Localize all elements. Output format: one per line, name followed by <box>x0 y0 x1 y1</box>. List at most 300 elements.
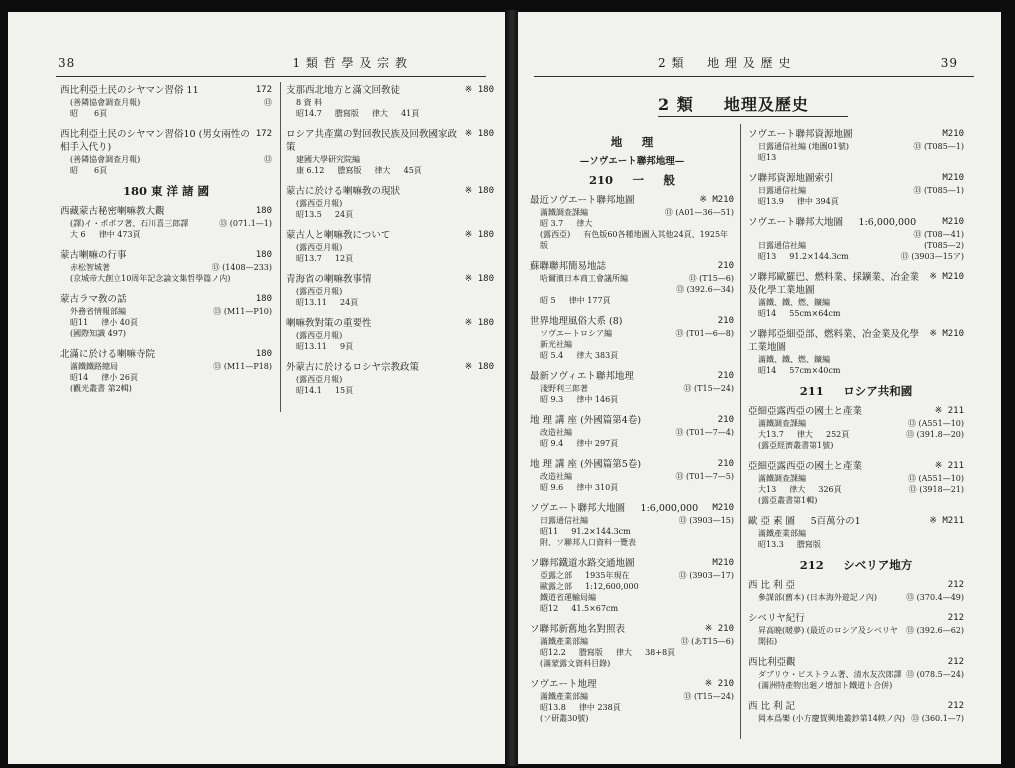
classification-code: ※ 211 <box>934 461 964 471</box>
entry-meta-text: 昭12.2 謄寫版 律大 38+8頁 <box>540 648 676 657</box>
classification-code: 210 <box>717 316 734 326</box>
call-number: ⑬ (T15—24) <box>683 384 734 393</box>
classification-code: ※ 180 <box>464 85 494 95</box>
page-number: 38 <box>58 56 76 70</box>
entry-meta-text: 外務省情報部編 <box>70 307 126 316</box>
catalog-entry <box>530 260 734 306</box>
entry-meta-row <box>748 440 964 451</box>
entry-meta-row <box>748 141 964 152</box>
entry-meta-row <box>748 429 964 440</box>
entry-meta-row <box>530 592 734 603</box>
entry-meta-text: 滿鐵調查課編 <box>758 419 806 428</box>
entry-title: 蘇聯聯邦簡易地誌 <box>530 261 607 272</box>
entry-title: 蒙古に於ける喇嘛敎の現狀 <box>286 186 401 197</box>
catalog-entry <box>530 194 734 251</box>
classification-code: 210 <box>717 459 734 469</box>
right-column-2 <box>748 128 964 733</box>
entry-meta-text: 滿鐵產業部編 <box>540 637 588 646</box>
entry-meta-text: (露西亞月報) <box>296 331 343 340</box>
right-column-1 <box>530 130 734 733</box>
entry-meta-row <box>748 539 964 550</box>
entry-title: ソ聯邦亞細亞部、燃料業、冶金業及化學工業地圖 <box>748 329 920 353</box>
entry-meta-text: 昭13 <box>758 153 777 162</box>
entry-meta-row <box>748 418 964 429</box>
entry-meta-row <box>286 253 494 264</box>
entry-title: 外蒙古に於けるロシヤ宗教政策 <box>286 362 420 373</box>
entry-title: 蒙古人と喇嘛敎について <box>286 230 391 241</box>
entry-meta-text: 滿鐵、鐵、燃、鑛編 <box>758 355 830 364</box>
classification-code: M210 <box>712 503 734 513</box>
left-page <box>8 12 507 764</box>
classification-code: ※ M210 <box>929 272 964 282</box>
call-number: ⑬ (T15—6) <box>688 274 734 283</box>
entry-title: ソヴエート聯邦大地圖 1:6,000,000 <box>530 503 699 514</box>
entry-meta-text: 昭14.1 15頁 <box>296 386 354 395</box>
entry-title-row <box>286 185 494 198</box>
entry-meta-row <box>530 427 734 438</box>
entry-meta-text: (國際知識 497) <box>70 329 127 338</box>
entry-meta-text: 昭14 57cm×40cm <box>758 366 841 375</box>
section-heading: 地 理 <box>610 135 654 149</box>
entry-meta-row <box>60 154 272 165</box>
entry-title-row <box>748 271 964 297</box>
entry-meta-text: 昇高暁(暖夢) (最近のロシア及シベリヤ開拓) <box>758 626 898 646</box>
entry-meta-row <box>530 394 734 405</box>
entry-meta-text: (露西亞) 有色版60各種地圖入其他24頁、1925年版 <box>540 230 729 250</box>
entry-meta-text: 昭13.7 12頁 <box>296 254 354 263</box>
call-number: ⑬ <box>264 155 272 164</box>
entry-title: 西 比 利 記 <box>748 701 796 712</box>
call-number: ⑬ (M11—P10) <box>213 307 272 316</box>
classification-code: ※ 180 <box>464 362 494 372</box>
call-number: ⑬ (1408—233) <box>211 263 272 272</box>
call-number: ⑬ (T085—1) <box>913 142 964 151</box>
page-number: 39 <box>940 56 958 70</box>
entry-meta-text: 昭 9.3 律中 146頁 <box>540 395 619 404</box>
classification-code: 212 <box>947 657 964 667</box>
entry-meta-row <box>530 570 734 581</box>
catalog-entry <box>286 128 494 176</box>
classification-code: 180 <box>255 250 272 260</box>
entry-meta-row <box>530 328 734 339</box>
entry-meta-row <box>60 306 272 317</box>
entry-title-row <box>286 128 494 154</box>
entry-meta-text: 亞露之部 1935年現在 <box>540 571 630 580</box>
entry-title: 蒙古喇嘛の行事 <box>60 250 127 261</box>
catalog-entry <box>60 84 272 119</box>
call-number: ⑬ (3903—15) <box>678 516 734 525</box>
entry-meta-text: 新光社編 <box>540 340 572 349</box>
entry-meta-text: 昭13.11 9頁 <box>296 342 354 351</box>
entry-meta-row <box>530 526 734 537</box>
entry-meta-row <box>748 495 964 506</box>
entry-title: ロシア共產黨の對回敎民族及回敎國家政策 <box>286 129 458 153</box>
entry-meta-text: 大13 律大 326頁 <box>758 485 842 494</box>
entry-meta-text: 昭14 律小 26頁 <box>70 373 138 382</box>
entry-meta-text: 昭 6頁 <box>70 166 108 175</box>
entry-meta-text: (露西亞月報) <box>296 287 343 296</box>
entry-meta-text: 大 6 律中 473頁 <box>70 230 141 239</box>
entry-meta-row <box>748 365 964 376</box>
entry-meta-text: 滿鐵調查課編 <box>758 474 806 483</box>
entry-meta-text: 昭13.9 律中 394頁 <box>758 197 839 206</box>
entry-meta-row <box>530 207 734 218</box>
entry-meta-text: ソヴエートロシア編 <box>540 329 612 338</box>
entry-meta-text: (露亞經濟叢書第1號) <box>758 441 834 450</box>
entry-meta-text: (譯)イ・ポボフ著、石川喜三郎譯 <box>70 219 189 228</box>
classification-code: ※ 180 <box>464 129 494 139</box>
call-number: ⑬ (071.1—1) <box>219 219 272 228</box>
entry-meta-row <box>748 528 964 539</box>
entry-meta-text: 日露通信社編 (地圖01號) <box>758 142 849 151</box>
classification-code: ※ 210 <box>704 624 734 634</box>
entry-title-row <box>60 249 272 262</box>
entry-title: 歐 亞 素 圖 5百萬分の1 <box>748 516 861 527</box>
entry-meta-text: (滿洲特產物出廻ノ增加ト鐵道ト合併) <box>758 681 893 690</box>
header-title: 1 類 哲 學 及 宗 教 <box>292 56 408 70</box>
entry-meta-text: 昭 3.7 律大 <box>540 219 593 228</box>
entry-meta-text: 昭 9.6 律中 310頁 <box>540 483 619 492</box>
catalog-entry <box>530 678 734 724</box>
entry-meta-text: 改造社編 <box>540 428 572 437</box>
section-heading: 212 シベリア地方 <box>799 558 913 572</box>
entry-meta-text: (京城帝大創立10周年記念論文集哲學篇ノ内) <box>70 274 231 283</box>
entry-meta-row <box>530 383 734 394</box>
entry-meta-text: (觀光叢書 第2輯) <box>70 384 132 393</box>
catalog-entry <box>286 229 494 264</box>
entry-meta-row <box>286 385 494 396</box>
entry-meta-text: 日露通信社編 <box>758 241 806 250</box>
catalog-entry <box>60 293 272 339</box>
catalog-entry <box>748 515 964 550</box>
entry-meta-text: 日露通信社編 <box>758 186 806 195</box>
entry-title-row <box>530 623 734 636</box>
entry-meta-text: (滿蒙露文資料目錄) <box>540 659 611 668</box>
entry-meta-row <box>748 592 964 603</box>
entry-title-row <box>530 458 734 471</box>
catalog-entry <box>748 328 964 376</box>
entry-meta-text: (露西亞月報) <box>296 243 343 252</box>
entry-meta-row <box>60 361 272 372</box>
classification-code: 210 <box>717 415 734 425</box>
entry-title: 最新ソヴィエト聯邦地理 <box>530 371 634 382</box>
entry-meta-text: 昭14 55cm×64cm <box>758 309 841 318</box>
classification-code: 212 <box>947 580 964 590</box>
call-number: ⑬ (078.5—24) <box>906 670 964 679</box>
entry-meta-text: 參謀部(舊本) (日本海外遊記ノ內) <box>758 593 878 602</box>
entry-meta-text: ダブリウ・ビストラム著、清水友次郎譯 <box>758 670 902 679</box>
entry-title-row <box>748 656 964 669</box>
entry-meta-row <box>748 484 964 495</box>
entry-meta-text: 赤松智城著 <box>70 263 110 272</box>
entry-meta-row <box>530 218 734 229</box>
classification-code: M210 <box>712 558 734 568</box>
entry-title-row <box>60 205 272 218</box>
entry-meta-row <box>748 196 964 207</box>
entry-title: 西 比 利 亞 <box>748 580 796 591</box>
catalog-entry <box>748 700 964 724</box>
entry-meta-row <box>748 152 964 163</box>
classification-code: M210 <box>942 173 964 183</box>
entry-meta-text: 昭 5.4 律大 383頁 <box>540 351 619 360</box>
entry-title-row <box>748 579 964 592</box>
entry-meta-text: 歐露之部 1:12,600,000 <box>540 582 639 591</box>
catalog-entry <box>530 414 734 449</box>
entry-title: 最近ソヴエート聯邦地圖 <box>530 195 635 206</box>
classification-code: ※ 210 <box>704 679 734 689</box>
entry-meta-row <box>286 97 494 108</box>
catalog-entry <box>286 185 494 220</box>
entry-title-row <box>60 84 272 97</box>
entry-meta-row <box>748 185 964 196</box>
catalog-entry <box>60 128 272 176</box>
entry-meta-text: 日露通信社編 <box>540 516 588 525</box>
entry-title-row <box>530 194 734 207</box>
classification-code: ※ 180 <box>464 318 494 328</box>
entry-meta-text: (ソ研叢30號) <box>540 714 589 723</box>
entry-meta-text: 昭 6頁 <box>70 109 108 118</box>
classification-code: ※ M210 <box>929 329 964 339</box>
entry-meta-row <box>748 297 964 308</box>
entry-meta-text: 大13.7 律大 252頁 <box>758 430 850 439</box>
section-heading: 211 ロシア共和國 <box>799 384 913 398</box>
entry-meta-text: 滿鐵鐵路總局 <box>70 362 118 371</box>
entry-title: ソヴエート聯邦資源地圖 <box>748 129 853 140</box>
entry-meta-text: 滿鐵調查課編 <box>540 208 588 217</box>
classification-code: ※ 180 <box>464 230 494 240</box>
entry-meta-text: 改造社編 <box>540 472 572 481</box>
entry-meta-row <box>286 154 494 165</box>
entry-meta-row <box>60 108 272 119</box>
entry-meta-row <box>748 625 964 647</box>
entry-meta-row <box>748 240 964 251</box>
entry-meta-row <box>530 482 734 493</box>
call-number: ⑬ (392.6—62) <box>906 626 964 635</box>
catalog-entry <box>530 623 734 669</box>
call-number: ⑬ (391.8—20) <box>906 430 964 439</box>
entry-title-row <box>748 515 964 528</box>
call-number: ⑬ (3903—17) <box>678 571 734 580</box>
entry-meta-text: 淺野利三郎著 <box>540 384 588 393</box>
entry-title: 喇嘛敎對策の重要性 <box>286 318 372 329</box>
entry-meta-text: (善隣協會調查月報) <box>70 155 141 164</box>
entry-meta-text: (善隣協會調查月報) <box>70 98 141 107</box>
entry-title-row <box>530 315 734 328</box>
entry-title-row <box>530 557 734 570</box>
entry-meta-text: 哈爾濱日本商工會議所編 <box>540 274 628 283</box>
call-number: ⑬ (A551—10) <box>907 474 964 483</box>
entry-title: ソ聯邦歐羅巴、燃料業、採鑛業、冶金業及化學工業地圖 <box>748 272 920 296</box>
entry-title-row <box>60 348 272 361</box>
chapter-rule <box>658 116 848 117</box>
entry-meta-row <box>286 242 494 253</box>
entry-title-row <box>748 405 964 418</box>
entry-meta-row <box>748 713 964 724</box>
entry-meta-text: 昭13 91.2×144.3cm <box>758 252 849 261</box>
call-number: ⑬ (T01—6—8) <box>675 329 734 338</box>
entry-meta-row <box>530 273 734 284</box>
classification-code: ※ M210 <box>699 195 734 205</box>
entry-title-row <box>748 216 964 229</box>
catalog-entry <box>286 273 494 308</box>
entry-title: 亞細亞露西亞の國土と產業 <box>748 406 863 417</box>
entry-meta-row <box>60 218 272 229</box>
entry-title-row <box>60 128 272 154</box>
catalog-entry <box>60 249 272 284</box>
call-number: ⑬ (360.1—7) <box>911 714 964 723</box>
entry-meta-row <box>748 473 964 484</box>
entry-meta-row <box>60 97 272 108</box>
entry-meta-text: 昭11 91.2×144.3cm <box>540 527 631 536</box>
entry-title: 地 理 講 座 (外國篇第5卷) <box>530 459 642 470</box>
classification-code: 210 <box>717 371 734 381</box>
entry-meta-text: 昭13.11 24頁 <box>296 298 359 307</box>
classification-code: ※ 180 <box>464 186 494 196</box>
entry-meta-row <box>286 341 494 352</box>
entry-meta-row <box>530 229 734 251</box>
header-rule <box>534 76 974 77</box>
header-title: 2 類 地 理 及 歷 史 <box>658 56 792 70</box>
entry-title-row <box>530 370 734 383</box>
entry-meta-row <box>530 537 734 548</box>
entry-meta-text: 滿鐵、鐵、燃、鑛編 <box>758 298 830 307</box>
entry-title: 蒙古ラマ敎の話 <box>60 294 127 305</box>
classification-code: 180 <box>255 294 272 304</box>
entry-title-row <box>286 229 494 242</box>
catalog-entry <box>748 172 964 207</box>
entry-title-row <box>530 502 734 515</box>
call-number: ⑬ (M11—P18) <box>213 362 272 371</box>
entry-title-row <box>748 128 964 141</box>
entry-meta-row <box>530 658 734 669</box>
entry-meta-row <box>530 581 734 592</box>
entry-meta-row <box>530 603 734 614</box>
entry-meta-row <box>286 165 494 176</box>
catalog-entry <box>60 348 272 394</box>
entry-meta-text: 昭14.7 謄寫版 律大 41頁 <box>296 109 420 118</box>
call-number: ⑬ (T08—41) <box>913 230 964 239</box>
entry-meta-text: 昭11 律小 40頁 <box>70 318 138 327</box>
entry-title: ソ聯邦鐵道水路交通地圖 <box>530 558 635 569</box>
catalog-entry <box>286 317 494 352</box>
entry-title: シベリヤ紀行 <box>748 613 805 624</box>
section-heading: 180 東 洋 諸 國 <box>122 184 210 198</box>
catalog-entry <box>530 557 734 614</box>
entry-meta-row <box>286 297 494 308</box>
entry-meta-row <box>748 308 964 319</box>
call-number: ⑬ (T01—7—4) <box>675 428 734 437</box>
column-divider <box>740 124 741 739</box>
entry-meta-text: 昭 5 律中 177頁 <box>540 296 611 305</box>
call-number: ⑬ (T085—1) <box>913 186 964 195</box>
entry-meta-row <box>60 165 272 176</box>
catalog-entry <box>748 579 964 603</box>
left-running-header <box>58 54 478 71</box>
entry-meta-row <box>60 262 272 273</box>
entry-meta-row <box>748 354 964 365</box>
call-number: ⑬ (3903—15ア) <box>900 252 964 261</box>
entry-meta-row <box>748 251 964 262</box>
catalog-entry <box>530 370 734 405</box>
entry-title-row <box>286 84 494 97</box>
entry-meta-row <box>286 286 494 297</box>
call-number: ⑬ (あT15—6) <box>680 637 734 646</box>
entry-title: 支那西北地方と滿文回敎徒 <box>286 85 401 96</box>
classification-code: 172 <box>255 85 272 95</box>
entry-meta-row <box>530 713 734 724</box>
entry-meta-row <box>530 691 734 702</box>
entry-meta-row <box>286 330 494 341</box>
entry-meta-text: 昭 9.4 律中 297頁 <box>540 439 619 448</box>
catalog-entry <box>748 128 964 163</box>
entry-meta-row <box>530 350 734 361</box>
entry-title-row <box>748 172 964 185</box>
catalog-entry <box>748 460 964 506</box>
classification-code: 180 <box>255 206 272 216</box>
classification-code: M210 <box>942 217 964 227</box>
entry-title-row <box>748 460 964 473</box>
entry-meta-text: 昭13.8 律中 238頁 <box>540 703 621 712</box>
entry-title-row <box>530 678 734 691</box>
entry-title: 亞細亞露西亞の國土と產業 <box>748 461 863 472</box>
classification-code: M210 <box>942 129 964 139</box>
entry-meta-row <box>530 339 734 350</box>
entry-title: 世界地理風俗大系 (8) <box>530 316 623 327</box>
entry-title-row <box>530 414 734 427</box>
entry-title-row <box>748 328 964 354</box>
catalog-entry <box>530 502 734 548</box>
entry-title: 西比利亞土民のシヤマン習俗 11 <box>60 85 199 96</box>
entry-title: 青海省の喇嘛敎事情 <box>286 274 372 285</box>
entry-meta-row <box>530 284 734 295</box>
classification-code: 212 <box>947 701 964 711</box>
entry-meta-row <box>748 669 964 680</box>
call-number: ⑬ <box>264 98 272 107</box>
entry-meta-row <box>60 273 272 284</box>
entry-meta-row <box>60 383 272 394</box>
entry-meta-row <box>530 295 734 306</box>
entry-meta-text: 昭13.5 24頁 <box>296 210 354 219</box>
entry-meta-row <box>530 471 734 482</box>
entry-meta-row <box>60 372 272 383</box>
left-column-1 <box>60 84 272 403</box>
catalog-entry <box>748 405 964 451</box>
entry-meta-row <box>286 198 494 209</box>
entry-title: ソヴエート地理 <box>530 679 597 690</box>
entry-meta-row <box>748 680 964 691</box>
entry-title: 西藏蒙古秘密喇嘛教大觀 <box>60 206 165 217</box>
entry-meta-text: 昭13.3 謄寫版 <box>758 540 821 549</box>
classification-code: 212 <box>947 613 964 623</box>
call-number: (T085—2) <box>924 241 964 250</box>
catalog-entry <box>748 271 964 319</box>
entry-meta-text: 鐵道省運輸局編 <box>540 593 596 602</box>
right-running-header <box>658 54 958 71</box>
classification-code: ※ 180 <box>464 274 494 284</box>
chapter-title: 2 類 地理及歷史 <box>658 95 809 114</box>
entry-meta-row <box>60 317 272 328</box>
entry-meta-row <box>530 636 734 647</box>
entry-meta-row <box>530 702 734 713</box>
entry-meta-row <box>530 438 734 449</box>
entry-title: ソ聯邦新舊地名對照表 <box>530 624 626 635</box>
entry-meta-text: 建國大學研究院編 <box>296 155 360 164</box>
entry-meta-text: 岡本爲樂 (小方慶賀興地叢鈔第14帙ノ內) <box>758 714 905 723</box>
entry-title-row <box>286 317 494 330</box>
entry-meta-row <box>530 515 734 526</box>
entry-meta-row <box>748 229 964 240</box>
call-number: ⑬ (T01—7—5) <box>675 472 734 481</box>
